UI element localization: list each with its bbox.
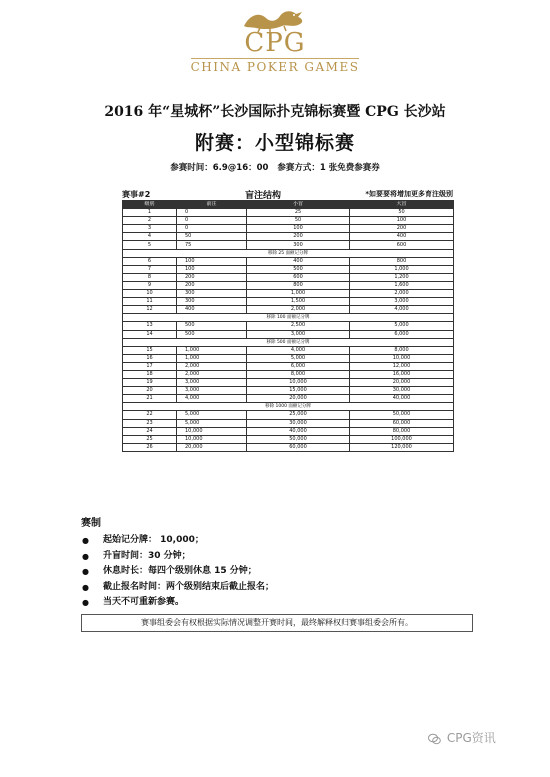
level-cell: 7 [123,265,177,273]
big-blind-cell: 600 [350,241,454,249]
level-cell: 12 [123,306,177,314]
table-row [123,273,454,281]
small-blind-cell: 40,000 [247,427,350,435]
table-row [123,330,454,338]
ante-cell: 0 [177,209,247,217]
big-blind-cell: 16,000 [350,370,454,378]
logo-mark: CPG [244,28,306,58]
level-cell: 11 [123,298,177,306]
big-blind-cell: 50,000 [350,411,454,419]
table-row [123,225,454,233]
table-row [123,217,454,225]
big-blind-cell: 4,000 [350,306,454,314]
ante-cell: 1,000 [177,354,247,362]
blind-structure-heading: 盲注结构 [245,191,282,201]
level-cell: 10 [123,290,177,298]
table-row [123,298,454,306]
small-blind-cell: 50 [247,217,350,225]
small-blind-cell: 20,000 [247,395,350,403]
small-blind-cell: 8,000 [247,370,350,378]
big-blind-cell: 120,000 [350,443,454,451]
disclaimer-box: 赛事组委会有权根据实际情况调整开赛时间，最终解释权归赛事组委会所有。 [81,614,473,632]
ante-cell: 200 [177,281,247,289]
ante-cell: 500 [177,330,247,338]
break-row [123,403,454,411]
ante-cell: 3,000 [177,387,247,395]
wechat-icon [428,733,441,745]
table-heading-row [122,188,453,200]
table-row [123,346,454,354]
rule-item: ● 当天不可重新参赛。 [81,595,481,611]
cpg-logo [0,6,550,75]
big-blind-cell: 1,200 [350,273,454,281]
big-blind-cell: 20,000 [350,379,454,387]
level-cell: 16 [123,354,177,362]
level-cell: 25 [123,435,177,443]
big-blind-cell: 100 [350,217,454,225]
ante-cell: 1,000 [177,346,247,354]
level-cell: 19 [123,379,177,387]
table-row [123,370,454,378]
table-row [123,354,454,362]
ante-cell: 20,000 [177,443,247,451]
big-blind-cell: 10,000 [350,354,454,362]
ante-cell: 0 [177,225,247,233]
big-blind-cell: 100,000 [350,435,454,443]
big-blind-cell: 40,000 [350,395,454,403]
rule-item: ● 截止报名时间：两个级别结束后截止报名； [81,580,481,596]
table-row [123,435,454,443]
ante-cell: 100 [177,257,247,265]
table-row [123,290,454,298]
big-blind-cell: 2,000 [350,290,454,298]
big-blind-cell: 50 [350,209,454,217]
big-blind-cell: 1,600 [350,281,454,289]
big-blind-cell: 5,000 [350,322,454,330]
table-row [123,265,454,273]
ante-cell: 10,000 [177,435,247,443]
small-blind-cell: 100 [247,225,350,233]
level-cell: 9 [123,281,177,289]
column-header: 小盲 [247,201,350,209]
table-row [123,257,454,265]
table-row [123,322,454,330]
table-row [123,411,454,419]
break-label: 移除 1000 面额记分牌 [123,403,454,411]
small-blind-cell: 60,000 [247,443,350,451]
big-blind-cell: 800 [350,257,454,265]
event-label: 赛事#2 [122,190,151,199]
table-row [123,209,454,217]
small-blind-cell: 800 [247,281,350,289]
big-blind-cell: 60,000 [350,419,454,427]
small-blind-cell: 30,000 [247,419,350,427]
level-cell: 3 [123,225,177,233]
big-blind-cell: 400 [350,233,454,241]
break-label: 移除 100 面额记分牌 [123,314,454,322]
level-cell: 17 [123,362,177,370]
small-blind-cell: 500 [247,265,350,273]
big-blind-cell: 30,000 [350,387,454,395]
small-blind-cell: 2,000 [247,306,350,314]
level-cell: 2 [123,217,177,225]
break-label: 移除 25 面额记分牌 [123,249,454,257]
small-blind-cell: 25 [247,209,350,217]
level-cell: 22 [123,411,177,419]
level-cell: 13 [123,322,177,330]
break-row [123,249,454,257]
ante-cell: 2,000 [177,362,247,370]
table-row [123,419,454,427]
level-cell: 18 [123,370,177,378]
small-blind-cell: 5,000 [247,354,350,362]
column-header: 级别 [123,201,177,209]
small-blind-cell: 300 [247,241,350,249]
rule-item: ● 起始记分牌： 10,000； [81,533,481,549]
ante-cell: 50 [177,233,247,241]
ante-cell: 200 [177,273,247,281]
ante-cell: 3,000 [177,379,247,387]
small-blind-cell: 10,000 [247,379,350,387]
column-header: 大盲 [350,201,454,209]
watermark [428,729,496,746]
table-header-row [123,201,454,209]
table-row [123,233,454,241]
page-title: 2016 年“星城杯”长沙国际扑克锦标赛暨 CPG 长沙站 [104,104,446,120]
level-cell: 24 [123,427,177,435]
small-blind-cell: 25,000 [247,411,350,419]
ante-cell: 400 [177,306,247,314]
ante-cell: 75 [177,241,247,249]
table-row [123,387,454,395]
big-blind-cell: 12,000 [350,362,454,370]
small-blind-cell: 50,000 [247,435,350,443]
small-blind-cell: 4,000 [247,346,350,354]
level-cell: 15 [123,346,177,354]
level-cell: 4 [123,233,177,241]
table-row [123,379,454,387]
small-blind-cell: 400 [247,257,350,265]
page-subtitle: 附赛：小型锦标赛 [194,132,355,154]
small-blind-cell: 3,000 [247,330,350,338]
level-cell: 6 [123,257,177,265]
column-header: 前注 [177,201,247,209]
table-row [123,395,454,403]
entry-info [0,161,550,173]
small-blind-cell: 1,500 [247,298,350,306]
small-blind-cell: 6,000 [247,362,350,370]
entry-method: 参赛方式：1 张免费参赛券 [277,163,380,173]
small-blind-cell: 15,000 [247,387,350,395]
big-blind-cell: 8,000 [350,346,454,354]
big-blind-cell: 6,000 [350,330,454,338]
ante-cell: 500 [177,322,247,330]
break-row [123,338,454,346]
level-cell: 14 [123,330,177,338]
table-row [123,362,454,370]
rule-item: ● 休息时长：每四个级别休息 15 分钟； [81,564,481,580]
logo-subtitle: CHINA POKER GAMES [190,60,360,74]
level-cell: 21 [123,395,177,403]
break-row [123,314,454,322]
table-row [123,443,454,451]
table-row [123,306,454,314]
break-label: 移除 500 面额记分牌 [123,338,454,346]
blind-structure-table [122,200,454,452]
level-cell: 26 [123,443,177,451]
big-blind-cell: 200 [350,225,454,233]
ante-cell: 2,000 [177,370,247,378]
ante-cell: 300 [177,290,247,298]
level-cell: 1 [123,209,177,217]
rules-list [81,533,481,611]
small-blind-cell: 2,500 [247,322,350,330]
ante-cell: 0 [177,217,247,225]
rules-section [81,514,481,611]
table-note: *如要要将增加更多育注级别 [365,190,453,198]
big-blind-cell: 1,000 [350,265,454,273]
ante-cell: 300 [177,298,247,306]
table-row [123,241,454,249]
level-cell: 5 [123,241,177,249]
level-cell: 20 [123,387,177,395]
small-blind-cell: 1,000 [247,290,350,298]
ante-cell: 5,000 [177,419,247,427]
table-row [123,281,454,289]
entry-time: 参赛时间：6.9@16：00 [170,163,269,173]
table-row [123,427,454,435]
big-blind-cell: 80,000 [350,427,454,435]
level-cell: 23 [123,419,177,427]
rules-title: 赛制 [81,518,101,529]
ante-cell: 10,000 [177,427,247,435]
ante-cell: 4,000 [177,395,247,403]
watermark-text: CPG资讯 [446,731,496,745]
small-blind-cell: 200 [247,233,350,241]
level-cell: 8 [123,273,177,281]
big-blind-cell: 3,000 [350,298,454,306]
small-blind-cell: 600 [247,273,350,281]
ante-cell: 5,000 [177,411,247,419]
ante-cell: 100 [177,265,247,273]
rule-item: ● 升盲时间：30 分钟； [81,549,481,565]
